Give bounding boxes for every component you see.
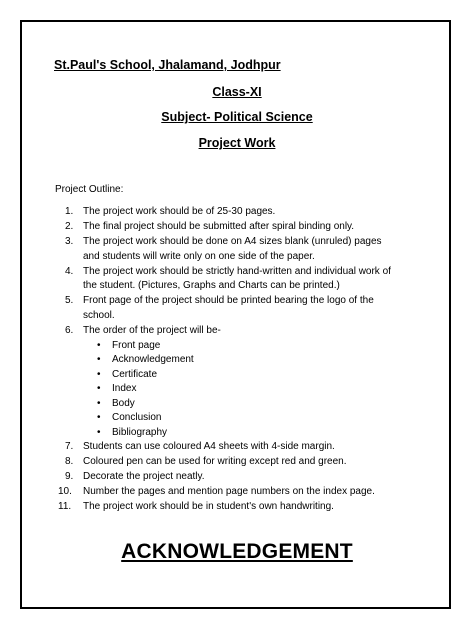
list-item [55, 294, 395, 323]
school-name: St.Paul's School, Jhalamand, Jodhpur [54, 58, 281, 72]
item-number: 7. [65, 441, 74, 452]
item-number: 3. [65, 236, 74, 247]
outline-list [55, 205, 395, 515]
bullet-item [55, 426, 395, 441]
bullet-item [55, 397, 395, 412]
bullet-text: Acknowledgement [112, 354, 194, 365]
item-text: Coloured pen can be used for writing except red and green. [83, 456, 347, 467]
list-item [55, 455, 395, 470]
item-text: Front page of the project should be printed bearing the logo of the school. [83, 295, 374, 321]
list-item [55, 470, 395, 485]
item-text: The final project should be submitted after spiral binding only. [83, 221, 355, 232]
bullet-icon: • [97, 354, 101, 365]
bullet-text: Certificate [112, 368, 158, 380]
item-number: 9. [65, 471, 74, 482]
bullet-icon: • [97, 368, 101, 380]
item-number: 11. [58, 501, 72, 512]
list-item [55, 220, 395, 235]
item-text: The order of the project will be- [83, 324, 221, 336]
list-item [55, 440, 395, 455]
project-work-title: Project Work [198, 136, 276, 150]
item-text: Students can use coloured A4 sheets with 4-side margin. [83, 441, 335, 452]
item-number: 4. [65, 265, 74, 277]
list-item [55, 485, 395, 500]
item-number: 6. [65, 324, 74, 336]
item-number: 5. [65, 295, 74, 306]
item-number: 8. [65, 456, 74, 467]
bullet-text: Index [112, 383, 137, 394]
bullet-item [55, 353, 395, 368]
item-text: The project work should be in student's own handwriting. [83, 501, 334, 512]
item-text: Decorate the project neatly. [83, 471, 205, 482]
bullet-item [55, 411, 395, 426]
item-text: Number the pages and mention page numbers on the index page. [83, 486, 375, 497]
project-outline-label: Project Outline: [55, 184, 124, 195]
bullet-item [55, 368, 395, 383]
list-item [55, 235, 395, 264]
bullet-text: Body [112, 397, 135, 409]
bullet-text: Conclusion [112, 412, 162, 423]
bullet-icon: • [97, 383, 101, 394]
list-item [55, 324, 395, 339]
bullet-icon: • [97, 339, 101, 351]
item-number: 1. [65, 206, 74, 217]
bullet-item [55, 382, 395, 397]
acknowledgement-heading: ACKNOWLEDGEMENT [121, 540, 353, 563]
subject-heading: Subject- Political Science [161, 110, 313, 124]
bullet-text: Front page [112, 339, 161, 351]
bullet-icon: • [97, 397, 101, 409]
bullet-text: Bibliography [112, 426, 168, 438]
bullet-item [55, 339, 395, 354]
item-number: 10. [58, 486, 72, 497]
bullet-icon: • [97, 412, 101, 423]
list-item [55, 500, 395, 515]
item-text: The project work should be of 25-30 pages. [83, 206, 276, 217]
item-text: The project work should be strictly hand-written and individual work of the student. (Pictures, Graphs and Charts can be printed.) [83, 265, 391, 291]
list-item [55, 205, 395, 220]
bullet-icon: • [97, 426, 101, 438]
list-item [55, 265, 395, 294]
item-text: The project work should be done on A4 sizes blank (unruled) pages and students will write only on one side of the paper. [83, 236, 382, 262]
class-heading: Class-XI [212, 85, 262, 99]
item-number: 2. [65, 221, 74, 232]
